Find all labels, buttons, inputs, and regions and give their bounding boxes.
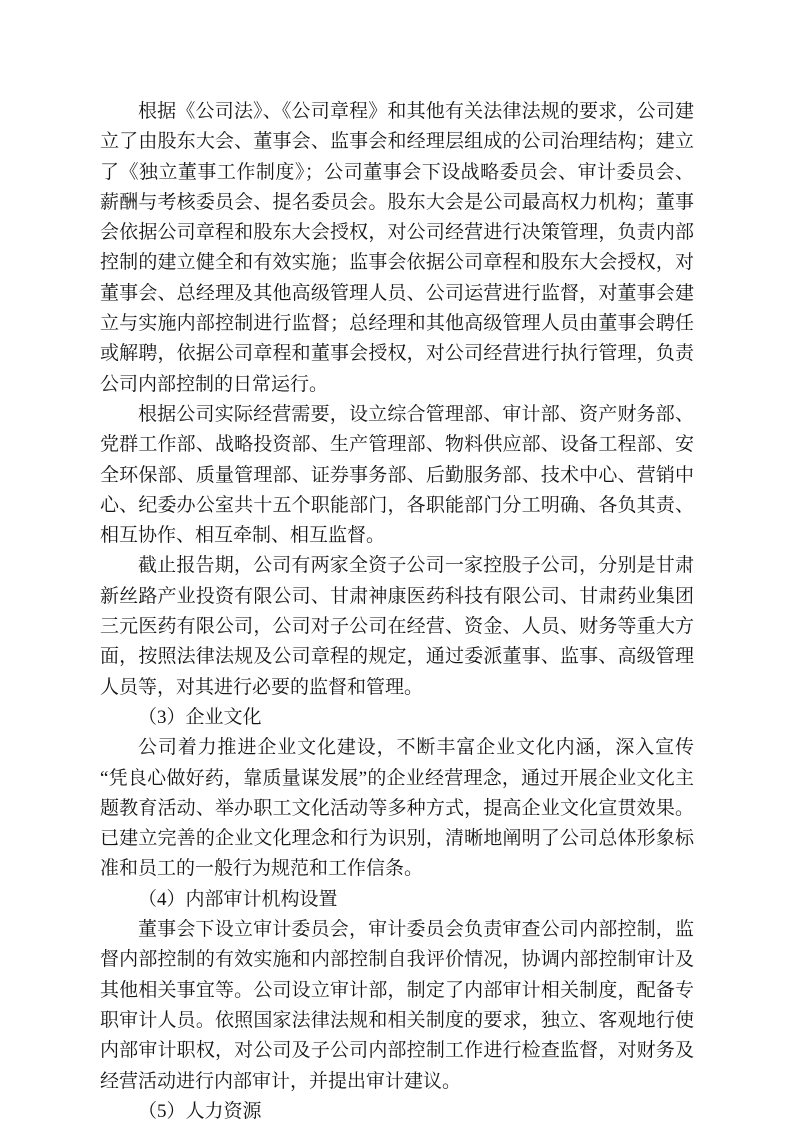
document-body bbox=[100, 97, 694, 1122]
body-paragraph: 董事会下设立审计委员会，审计委员会负责审查公司内部控制，监督内部控制的有效实施和内部控制自我评价情况，协调内部控制审计及其他相关事宜等。公司设立审计部，制定了内部审计相关制度，配备专职审计人员。依照国家法律法规和相关制度的要求，独立、客观地行使内部审计职权，对公司及子公司内部控制工作进行检查监督，对财务及经营活动进行内部审计，并提出审计建议。 bbox=[100, 919, 694, 1092]
body-paragraph: 截止报告期，公司有两家全资子公司一家控股子公司，分别是甘肃新丝路产业投资有限公司、甘肃神康医药科技有限公司、甘肃药业集团三元医药有限公司，公司对子公司在经营、资金、人员、财务等重大方面，按照法律法规及公司章程的规定，通过委派董事、监事、高级管理人员等，对其进行必要的监督和管理。 bbox=[100, 555, 694, 698]
section-heading: （5）人力资源 bbox=[138, 1100, 262, 1122]
body-paragraph: 根据《公司法》、《公司章程》和其他有关法律法规的要求，公司建立了由股东大会、董事会、监事会和经理层组成的公司治理结构；建立了《独立董事工作制度》；公司董事会下设战略委员会、审计委员会、薪酬与考核委员会、提名委员会。股东大会是公司最高权力机构；董事会依据公司章程和股东大会授权，对公司经营进行决策管理，负责内部控制的建立健全和有效实施；监事会依据公司章程和股东大会授权，对董事会、总经理及其他高级管理人员、公司运营进行监督，对董事会建立与实施内部控制进行监督；总经理和其他高级管理人员由董事会聘任或解聘，依据公司章程和董事会授权，对公司经营进行执行管理，负责公司内部控制的日常运行。 bbox=[100, 101, 694, 395]
section-heading: （4）内部审计机构设置 bbox=[138, 888, 338, 910]
body-paragraph: 公司着力推进企业文化建设，不断丰富企业文化内涵，深入宣传“凭良心做好药，靠质量谋发展”的企业经营理念，通过开展企业文化主题教育活动、举办职工文化活动等多种方式，提高企业文化宣贯效果。已建立完善的企业文化理念和行为识别，清晰地阐明了公司总体形象标准和员工的一般行为规范和工作信条。 bbox=[100, 737, 694, 880]
section-heading: （3）企业文化 bbox=[138, 706, 262, 728]
body-paragraph: 根据公司实际经营需要，设立综合管理部、审计部、资产财务部、党群工作部、战略投资部、生产管理部、物料供应部、设备工程部、安全环保部、质量管理部、证券事务部、后勤服务部、技术中心、营销中心、纪委办公室共十五个职能部门，各职能部门分工明确、各负其责、相互协作、相互牵制、相互监督。 bbox=[100, 403, 694, 547]
